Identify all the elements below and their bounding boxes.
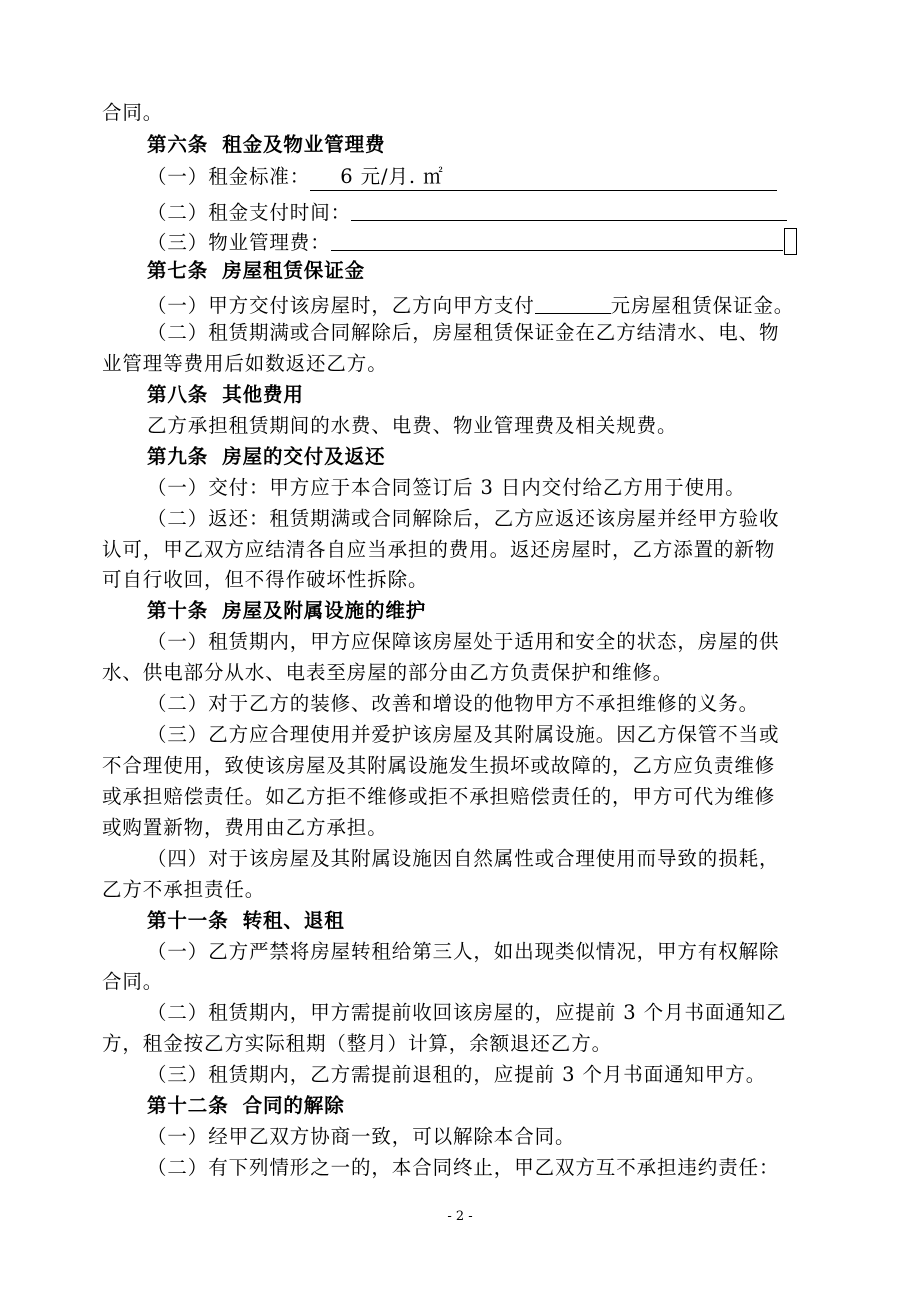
text-line: 合同。	[102, 101, 164, 124]
text-line: （三）乙方应合理使用并爱护该房屋及其附属设施。因乙方保管不当或	[147, 723, 780, 746]
article-number: 第十二条	[147, 1094, 229, 1117]
article-title: 房屋租赁保证金	[222, 259, 366, 282]
article-12-heading	[147, 1093, 345, 1119]
rent-standard-value: 6 元/月. ㎡	[310, 164, 777, 191]
management-fee-line	[147, 226, 797, 257]
text-line: （二）返还：租赁期满或合同解除后，乙方应返还该房屋并经甲方验收	[147, 507, 780, 530]
text-line: （四）对于该房屋及其附属设施因自然属性或合理使用而导致的损耗，	[147, 847, 780, 870]
rent-standard-line	[147, 164, 777, 191]
text-line: 乙方承担租赁期间的水费、电费、物业管理费及相关规费。	[147, 414, 678, 437]
article-number: 第九条	[147, 445, 209, 468]
article-title: 租金及物业管理费	[222, 133, 386, 156]
article-10-heading	[147, 598, 426, 624]
text-line: 不合理使用，致使该房屋及其附属设施发生损坏或故障的，乙方应负责维修	[102, 754, 776, 777]
article-11-heading	[147, 908, 345, 934]
box-mark	[784, 228, 797, 255]
article-number: 第六条	[147, 133, 209, 156]
article-title: 合同的解除	[242, 1094, 345, 1117]
text-line: （一）租赁期内，甲方应保障该房屋处于适用和安全的状态，房屋的供	[147, 630, 780, 653]
page-number: - 2 -	[447, 1209, 473, 1224]
text-line: （二）租赁期满或合同解除后，房屋租赁保证金在乙方结清水、电、物	[147, 321, 780, 344]
article-title: 房屋的交付及返还	[222, 445, 386, 468]
text-line: 乙方不承担责任。	[102, 878, 266, 901]
deposit-blank	[535, 291, 611, 314]
article-number: 第七条	[147, 259, 209, 282]
text-line: 可自行收回，但不得作破坏性拆除。	[102, 568, 429, 591]
article-6-heading	[147, 132, 385, 158]
article-number: 第十一条	[147, 909, 229, 932]
article-title: 其他费用	[222, 383, 304, 406]
text-line: 合同。	[102, 970, 164, 993]
article-title: 转租、退租	[242, 909, 345, 932]
field-label: （一）租金标准：	[147, 165, 311, 188]
article-9-heading	[147, 444, 385, 470]
text-line: （二）租赁期内，甲方需提前收回该房屋的，应提前 3 个月书面通知乙	[147, 1001, 787, 1024]
article-title: 房屋及附属设施的维护	[222, 599, 427, 622]
text-line: （三）租赁期内，乙方需提前退租的，应提前 3 个月书面通知甲方。	[147, 1063, 767, 1086]
text-line: （二）有下列情形之一的，本合同终止，甲乙双方互不承担违约责任：	[147, 1156, 780, 1179]
article-8-heading	[147, 382, 304, 408]
text-line: 水、供电部分从水、电表至房屋的部分由乙方负责保护和维修。	[102, 661, 674, 684]
payment-time-line	[147, 196, 787, 226]
deposit-line: （一）甲方交付该房屋时，乙方向甲方支付 元房屋租赁保证金。	[147, 289, 794, 319]
article-number: 第十条	[147, 599, 209, 622]
payment-time-blank	[351, 198, 787, 221]
management-fee-blank	[331, 228, 783, 251]
text-line: 或购置新物，费用由乙方承担。	[102, 816, 388, 839]
text-line: （一）乙方严禁将房屋转租给第三人，如出现类似情况，甲方有权解除	[147, 940, 780, 963]
text-line: （一）经甲乙双方协商一致，可以解除本合同。	[147, 1125, 576, 1148]
text-line: 业管理等费用后如数返还乙方。	[102, 352, 388, 375]
text-line: （一）交付：甲方应于本合同签订后 3 日内交付给乙方用于使用。	[147, 476, 746, 499]
text-line: 或承担赔偿责任。如乙方拒不维修或拒不承担赔偿责任的，甲方可代为维修	[102, 785, 776, 808]
text-line: （二）对于乙方的装修、改善和增设的他物甲方不承担维修的义务。	[147, 692, 760, 715]
text-line: 认可，甲乙双方应结清各自应当承担的费用。返还房屋时，乙方添置的新物	[102, 538, 776, 561]
article-number: 第八条	[147, 383, 209, 406]
field-label: （二）租金支付时间：	[147, 201, 352, 224]
field-label: （三）物业管理费：	[147, 231, 331, 254]
article-7-heading	[147, 258, 365, 284]
text-line: 方，租金按乙方实际租期（整月）计算，余额退还乙方。	[102, 1032, 613, 1055]
